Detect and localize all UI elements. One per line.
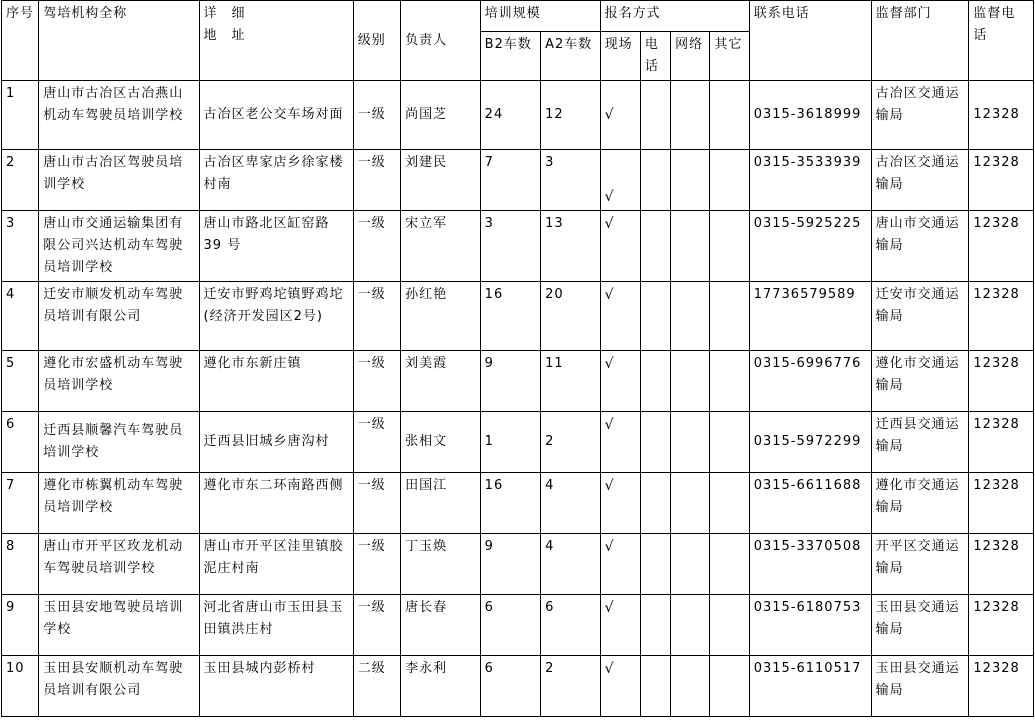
cell-phone <box>640 595 670 656</box>
cell-name: 遵化市栋翼机动车驾驶员培训学校 <box>39 473 199 534</box>
cell-b2: 16 <box>480 282 540 351</box>
cell-tel: 0315-6611688 <box>749 473 871 534</box>
cell-phone <box>640 473 670 534</box>
cell-seq: 1 <box>2 81 39 150</box>
header-scale: 培训规模 <box>480 1 600 32</box>
cell-person: 丁玉焕 <box>401 534 481 595</box>
cell-tel: 0315-3533939 <box>749 150 871 211</box>
cell-b2: 16 <box>480 473 540 534</box>
cell-sup-tel: 12328 <box>969 412 1034 473</box>
cell-a2: 13 <box>541 211 600 282</box>
cell-level: 一级 <box>353 595 400 656</box>
header-level: 级别 <box>353 1 400 81</box>
cell-other <box>710 81 749 150</box>
cell-dept: 古冶区交通运输局 <box>871 150 969 211</box>
cell-seq: 4 <box>2 282 39 351</box>
header-dept: 监督部门 <box>871 1 969 81</box>
cell-dept: 遵化市交通运输局 <box>871 351 969 412</box>
cell-web <box>671 81 710 150</box>
cell-person: 宋立军 <box>401 211 481 282</box>
cell-web <box>671 473 710 534</box>
table-row <box>2 282 1034 351</box>
cell-level: 一级 <box>353 150 400 211</box>
cell-person: 张相文 <box>401 412 481 473</box>
cell-phone <box>640 412 670 473</box>
cell-seq: 2 <box>2 150 39 211</box>
header-person: 负责人 <box>401 1 481 81</box>
cell-b2: 9 <box>480 351 540 412</box>
cell-other <box>710 412 749 473</box>
cell-tel: 0315-5972299 <box>749 412 871 473</box>
cell-onsite: √ <box>600 595 640 656</box>
cell-a2: 6 <box>541 595 600 656</box>
cell-name: 迁西县顺馨汽车驾驶员培训学校 <box>39 412 199 473</box>
cell-onsite: √ <box>600 282 640 351</box>
cell-name: 玉田县安顺机动车驾驶员培训有限公司 <box>39 656 199 717</box>
cell-person: 唐长春 <box>401 595 481 656</box>
cell-other <box>710 595 749 656</box>
cell-address: 河北省唐山市玉田县玉田镇洪庄村 <box>199 595 353 656</box>
cell-phone <box>640 211 670 282</box>
table-row <box>2 351 1034 412</box>
cell-b2: 7 <box>480 150 540 211</box>
cell-onsite: √ <box>600 412 640 473</box>
cell-other <box>710 150 749 211</box>
cell-person: 刘建民 <box>401 150 481 211</box>
cell-sup-tel: 12328 <box>969 211 1034 282</box>
header-onsite: 现场 <box>600 32 640 81</box>
cell-onsite: √ <box>600 473 640 534</box>
cell-sup-tel: 12328 <box>969 473 1034 534</box>
cell-level: 一级 <box>353 473 400 534</box>
cell-name: 遵化市宏盛机动车驾驶员培训学校 <box>39 351 199 412</box>
cell-address: 迁西县旧城乡唐沟村 <box>199 412 353 473</box>
cell-sup-tel: 12328 <box>969 282 1034 351</box>
table-row <box>2 656 1034 717</box>
cell-web <box>671 412 710 473</box>
header-tel: 联系电话 <box>749 1 871 81</box>
header-b2: B2车数 <box>480 32 540 81</box>
table-row <box>2 473 1034 534</box>
cell-tel: 0315-6110517 <box>749 656 871 717</box>
cell-a2: 2 <box>541 412 600 473</box>
cell-dept: 古冶区交通运输局 <box>871 81 969 150</box>
cell-a2: 11 <box>541 351 600 412</box>
cell-address: 古冶区老公交车场对面 <box>199 81 353 150</box>
cell-level: 一级 <box>353 282 400 351</box>
cell-b2: 9 <box>480 534 540 595</box>
cell-other <box>710 473 749 534</box>
header-signup: 报名方式 <box>600 1 749 32</box>
cell-sup-tel: 12328 <box>969 656 1034 717</box>
cell-person: 田国江 <box>401 473 481 534</box>
cell-seq: 5 <box>2 351 39 412</box>
cell-level: 二级 <box>353 656 400 717</box>
cell-seq: 6 <box>2 412 39 473</box>
cell-seq: 10 <box>2 656 39 717</box>
cell-b2: 1 <box>480 412 540 473</box>
cell-onsite: √ <box>600 351 640 412</box>
cell-web <box>671 595 710 656</box>
header-seq: 序号 <box>2 1 39 81</box>
cell-tel: 0315-6996776 <box>749 351 871 412</box>
cell-tel: 0315-6180753 <box>749 595 871 656</box>
cell-dept: 玉田县交通运输局 <box>871 595 969 656</box>
cell-name: 迁安市顺发机动车驾驶员培训有限公司 <box>39 282 199 351</box>
header-address: 详 细 地 址 <box>199 1 353 81</box>
cell-dept: 唐山市交通运输局 <box>871 211 969 282</box>
cell-dept: 迁西县交通运输局 <box>871 412 969 473</box>
cell-seq: 3 <box>2 211 39 282</box>
cell-level: 一级 <box>353 81 400 150</box>
cell-tel: 0315-3618999 <box>749 81 871 150</box>
cell-b2: 24 <box>480 81 540 150</box>
header-a2: A2车数 <box>541 32 600 81</box>
cell-b2: 3 <box>480 211 540 282</box>
cell-b2: 6 <box>480 595 540 656</box>
cell-name: 玉田县安地驾驶员培训学校 <box>39 595 199 656</box>
cell-sup-tel: 12328 <box>969 534 1034 595</box>
cell-address: 古冶区卑家店乡徐家楼村南 <box>199 150 353 211</box>
cell-web <box>671 150 710 211</box>
cell-person: 尚国芝 <box>401 81 481 150</box>
cell-other <box>710 211 749 282</box>
table-row <box>2 81 1034 150</box>
cell-onsite: √ <box>600 211 640 282</box>
cell-address: 唐山市路北区缸窑路 39 号 <box>199 211 353 282</box>
cell-tel: 0315-3370508 <box>749 534 871 595</box>
cell-sup-tel: 12328 <box>969 81 1034 150</box>
cell-phone <box>640 282 670 351</box>
cell-other <box>710 282 749 351</box>
cell-a2: 4 <box>541 534 600 595</box>
cell-person: 李永利 <box>401 656 481 717</box>
cell-onsite: √ <box>600 534 640 595</box>
cell-onsite: √ <box>600 150 640 211</box>
cell-sup-tel: 12328 <box>969 150 1034 211</box>
cell-b2: 6 <box>480 656 540 717</box>
cell-tel: 0315-5925225 <box>749 211 871 282</box>
cell-seq: 9 <box>2 595 39 656</box>
cell-a2: 12 <box>541 81 600 150</box>
cell-name: 唐山市古冶区古冶燕山机动车驾驶员培训学校 <box>39 81 199 150</box>
cell-address: 迁安市野鸡坨镇野鸡坨(经济开发园区2号) <box>199 282 353 351</box>
cell-person: 孙红艳 <box>401 282 481 351</box>
header-sup-tel: 监督电话 <box>969 1 1034 81</box>
cell-phone <box>640 150 670 211</box>
cell-a2: 20 <box>541 282 600 351</box>
cell-sup-tel: 12328 <box>969 351 1034 412</box>
cell-name: 唐山市交通运输集团有限公司兴达机动车驾驶员培训学校 <box>39 211 199 282</box>
cell-web <box>671 656 710 717</box>
table-row <box>2 150 1034 211</box>
cell-phone <box>640 81 670 150</box>
cell-web <box>671 351 710 412</box>
header-phone: 电话 <box>640 32 670 81</box>
cell-level: 一级 <box>353 211 400 282</box>
cell-seq: 7 <box>2 473 39 534</box>
header-web: 网络 <box>671 32 710 81</box>
cell-level: 一级 <box>353 351 400 412</box>
table-row <box>2 595 1034 656</box>
cell-a2: 4 <box>541 473 600 534</box>
cell-level: 一级 <box>353 412 400 473</box>
header-other: 其它 <box>710 32 749 81</box>
cell-other <box>710 351 749 412</box>
cell-phone <box>640 351 670 412</box>
cell-name: 唐山市开平区玫龙机动车驾驶员培训学校 <box>39 534 199 595</box>
cell-a2: 2 <box>541 656 600 717</box>
cell-tel: 17736579589 <box>749 282 871 351</box>
cell-level: 一级 <box>353 534 400 595</box>
cell-seq: 8 <box>2 534 39 595</box>
cell-address: 玉田县城内彭桥村 <box>199 656 353 717</box>
cell-address: 遵化市东二环南路西侧 <box>199 473 353 534</box>
cell-onsite: √ <box>600 656 640 717</box>
cell-dept: 遵化市交通运输局 <box>871 473 969 534</box>
cell-phone <box>640 534 670 595</box>
cell-sup-tel: 12328 <box>969 595 1034 656</box>
cell-dept: 迁安市交通运输局 <box>871 282 969 351</box>
table-row <box>2 534 1034 595</box>
cell-onsite: √ <box>600 81 640 150</box>
cell-a2: 3 <box>541 150 600 211</box>
cell-phone <box>640 656 670 717</box>
cell-dept: 开平区交通运输局 <box>871 534 969 595</box>
cell-address: 遵化市东新庄镇 <box>199 351 353 412</box>
cell-name: 唐山市古冶区驾驶员培训学校 <box>39 150 199 211</box>
cell-other <box>710 534 749 595</box>
table-row <box>2 412 1034 473</box>
cell-dept: 玉田县交通运输局 <box>871 656 969 717</box>
cell-web <box>671 534 710 595</box>
cell-web <box>671 282 710 351</box>
table-row <box>2 211 1034 282</box>
header-name: 驾培机构全称 <box>39 1 199 81</box>
cell-other <box>710 656 749 717</box>
cell-person: 刘美霞 <box>401 351 481 412</box>
cell-address: 唐山市开平区洼里镇胶泥庄村南 <box>199 534 353 595</box>
cell-web <box>671 211 710 282</box>
driving-school-table <box>1 0 1034 717</box>
